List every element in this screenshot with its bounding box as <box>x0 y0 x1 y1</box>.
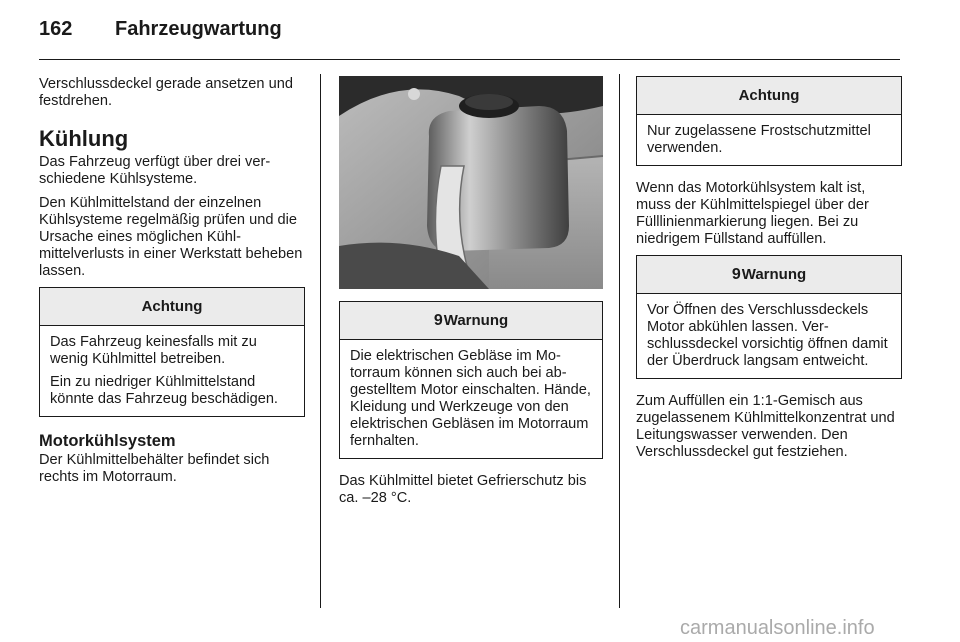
notice-text-2: Ein zu niedriger Kühlmittelstand könnte das Fahrzeug beschädigen. <box>50 374 278 407</box>
header-rule <box>39 59 900 60</box>
column-right <box>636 76 902 468</box>
warning-icon: 9 <box>731 266 741 283</box>
intro-paragraph: Verschlussdeckel gerade ansetzen und festdrehen. <box>39 76 293 109</box>
coolant-level-paragraph: Wenn das Motorkühlsystem kalt ist, muss der Kühlmittelspiegel über der Fülllinienmarkierung liegen. Bei zu niedrigem Füllstand auffüllen. <box>636 180 869 247</box>
section-heading-kuehlung: Kühlung <box>39 126 129 151</box>
notice-box <box>636 76 902 166</box>
cooling-systems-paragraph: Das Fahrzeug verfügt über drei verschiedene Kühlsysteme. <box>39 154 271 187</box>
warning-header <box>637 256 901 294</box>
notice-title: Achtung <box>637 77 901 115</box>
warning-box <box>636 255 902 379</box>
column-middle <box>339 76 603 514</box>
notice-text: Nur zugelassene Frostschutzmittel verwenden. <box>647 123 871 156</box>
warning-text: Die elektrischen Gebläse im Motorraum können sich auch bei abgestelltem Motor einschalten. Hände, Kleidung und Werkzeuge von den elektrischen Gebläsen im Motorraum fernhalten. <box>350 348 591 449</box>
notice-title: Achtung <box>40 288 304 326</box>
coolant-reservoir-photo <box>339 76 603 289</box>
coolant-check-paragraph: Den Kühlmittelstand der einzelnen Kühlsysteme regelmäßig prüfen und die Ursache eines möglichen Kühlmittelverlusts in einer Werkstatt beheben lassen. <box>39 195 303 279</box>
frost-protection-paragraph: Das Kühlmittel bietet Gefrierschutz bis ca. –28 °C. <box>339 473 587 506</box>
subheading-motorkuehlsystem: Motorkühlsystem <box>39 432 176 450</box>
watermark: carmanualsonline.info <box>680 617 875 639</box>
column-divider-2 <box>619 74 620 608</box>
reservoir-location-paragraph: Der Kühlmittelbehälter befindet sich rechts im Motorraum. <box>39 452 270 485</box>
warning-title: Warnung <box>741 266 807 283</box>
warning-text: Vor Öffnen des Verschlussdeckels Motor abkühlen lassen. Verschlussdeckel vorsichtig öffnen damit der Überdruck langsam entweicht. <box>647 302 888 369</box>
column-left <box>39 76 305 493</box>
warning-title: Warnung <box>443 312 509 329</box>
notice-box <box>39 287 305 417</box>
warning-icon: 9 <box>433 312 443 329</box>
page-number: 162 <box>39 18 73 40</box>
warning-box <box>339 301 603 459</box>
column-divider-1 <box>320 74 321 608</box>
warning-header <box>340 302 602 340</box>
refill-paragraph: Zum Auffüllen ein 1:1-Gemisch aus zugelassenem Kühlmittelkonzentrat und Leitungswasser verwenden. Den Verschlussdeckel gut festziehen. <box>636 393 895 460</box>
page-title: Fahrzeugwartung <box>115 18 282 40</box>
notice-text-1: Das Fahrzeug keinesfalls mit zu wenig Kühlmittel betreiben. <box>50 334 257 367</box>
